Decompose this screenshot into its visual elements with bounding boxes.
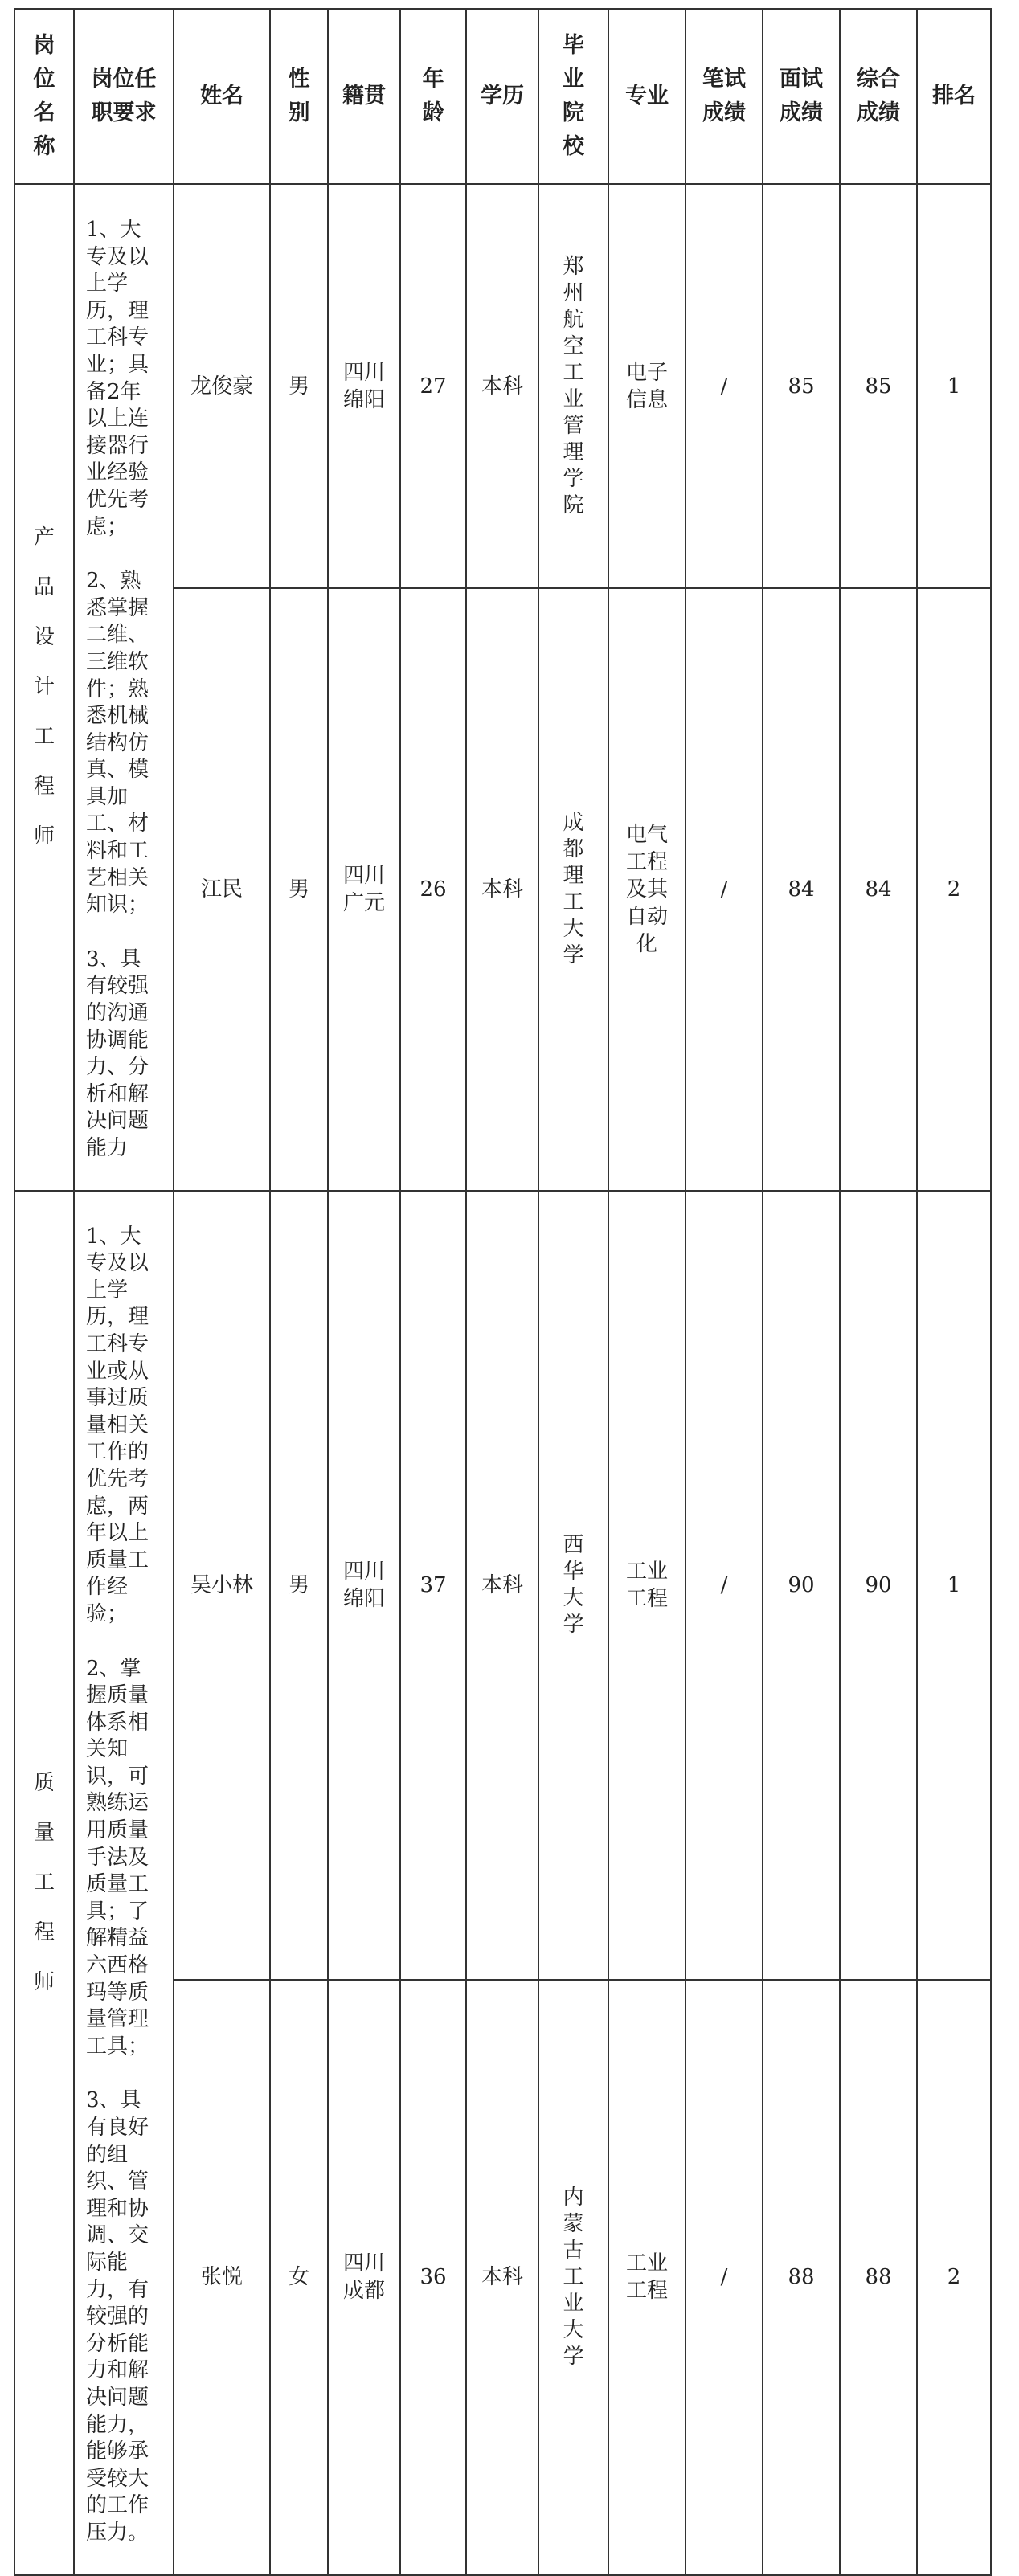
header-written: 笔试成绩 (685, 9, 763, 184)
header-gender: 性别 (270, 9, 328, 184)
written-cell: / (685, 1980, 763, 2575)
gender-cell: 男 (270, 1191, 328, 1980)
requirement-item: 3、具有较强的沟通协调能力、分析和解决问题能力 (86, 947, 149, 1160)
rank-cell: 2 (917, 588, 991, 1190)
school-cell: 内蒙古工业大学 (538, 1980, 608, 2575)
school-cell: 郑州航空工业管理学院 (538, 184, 608, 588)
age-cell: 36 (400, 1980, 466, 2575)
header-rank: 排名 (917, 9, 991, 184)
age-cell: 26 (400, 588, 466, 1190)
origin-cell: 四川绵阳 (328, 184, 400, 588)
major-cell: 工业工程 (608, 1191, 685, 1980)
rank-cell: 1 (917, 184, 991, 588)
origin-cell: 四川绵阳 (328, 1191, 400, 1980)
position-cell: 产品设计工程师 (14, 184, 74, 1191)
results-table (14, 8, 992, 2576)
header-total: 综合成绩 (840, 9, 917, 184)
rank-cell: 2 (917, 1980, 991, 2575)
table-row (14, 1191, 991, 1980)
header-requirements: 岗位任职要求 (74, 9, 174, 184)
header-interview: 面试成绩 (763, 9, 840, 184)
written-cell: / (685, 1191, 763, 1980)
school-cell: 西华大学 (538, 1191, 608, 1980)
position-cell: 质量工程师 (14, 1191, 74, 2575)
table-row (14, 184, 991, 588)
gender-cell: 女 (270, 1980, 328, 2575)
requirement-item: 1、大专及以上学历，理工科专业或从事过质量相关工作的优先考虑，两年以上质量工作经验； (86, 1224, 149, 1626)
requirement-item: 2、掌握质量体系相关知识，可熟练运用质量手法及质量工具；了解精益六西格玛等质量管理工具； (86, 1656, 149, 2059)
age-cell: 37 (400, 1191, 466, 1980)
name-cell: 张悦 (174, 1980, 270, 2575)
name-cell: 吴小林 (174, 1191, 270, 1980)
header-major: 专业 (608, 9, 685, 184)
written-cell: / (685, 588, 763, 1190)
major-cell: 电子信息 (608, 184, 685, 588)
requirements-cell (74, 184, 174, 1191)
gender-cell: 男 (270, 588, 328, 1190)
education-cell: 本科 (466, 184, 538, 588)
header-education: 学历 (466, 9, 538, 184)
name-cell: 江民 (174, 588, 270, 1190)
origin-cell: 四川成都 (328, 1980, 400, 2575)
header-row (14, 9, 991, 184)
requirement-item: 3、具有良好的组织、管理和协调、交际能力，有较强的分析能力和解决问题能力，能够承受较大的工作压力。 (86, 2088, 149, 2545)
total-cell: 88 (840, 1980, 917, 2575)
name-cell: 龙俊豪 (174, 184, 270, 588)
requirements-cell (74, 1191, 174, 2575)
header-name: 姓名 (174, 9, 270, 184)
gender-cell: 男 (270, 184, 328, 588)
education-cell: 本科 (466, 1191, 538, 1980)
major-cell: 电气工程及其自动化 (608, 588, 685, 1190)
interview-cell: 85 (763, 184, 840, 588)
education-cell: 本科 (466, 588, 538, 1190)
total-cell: 84 (840, 588, 917, 1190)
total-cell: 90 (840, 1191, 917, 1980)
school-cell: 成都理工大学 (538, 588, 608, 1190)
education-cell: 本科 (466, 1980, 538, 2575)
requirement-item: 2、熟悉掌握二维、三维软件；熟悉机械结构仿真、模具加工、材料和工艺相关知识； (86, 569, 149, 918)
header-school: 毕业院校 (538, 9, 608, 184)
interview-cell: 84 (763, 588, 840, 1190)
interview-cell: 90 (763, 1191, 840, 1980)
header-position: 岗位名称 (14, 9, 74, 184)
age-cell: 27 (400, 184, 466, 588)
header-age: 年龄 (400, 9, 466, 184)
interview-cell: 88 (763, 1980, 840, 2575)
written-cell: / (685, 184, 763, 588)
origin-cell: 四川广元 (328, 588, 400, 1190)
major-cell: 工业工程 (608, 1980, 685, 2575)
header-origin: 籍贯 (328, 9, 400, 184)
requirement-item: 1、大专及以上学历，理工科专业；具备2年以上连接器行业经验优先考虑； (86, 218, 149, 539)
rank-cell: 1 (917, 1191, 991, 1980)
total-cell: 85 (840, 184, 917, 588)
